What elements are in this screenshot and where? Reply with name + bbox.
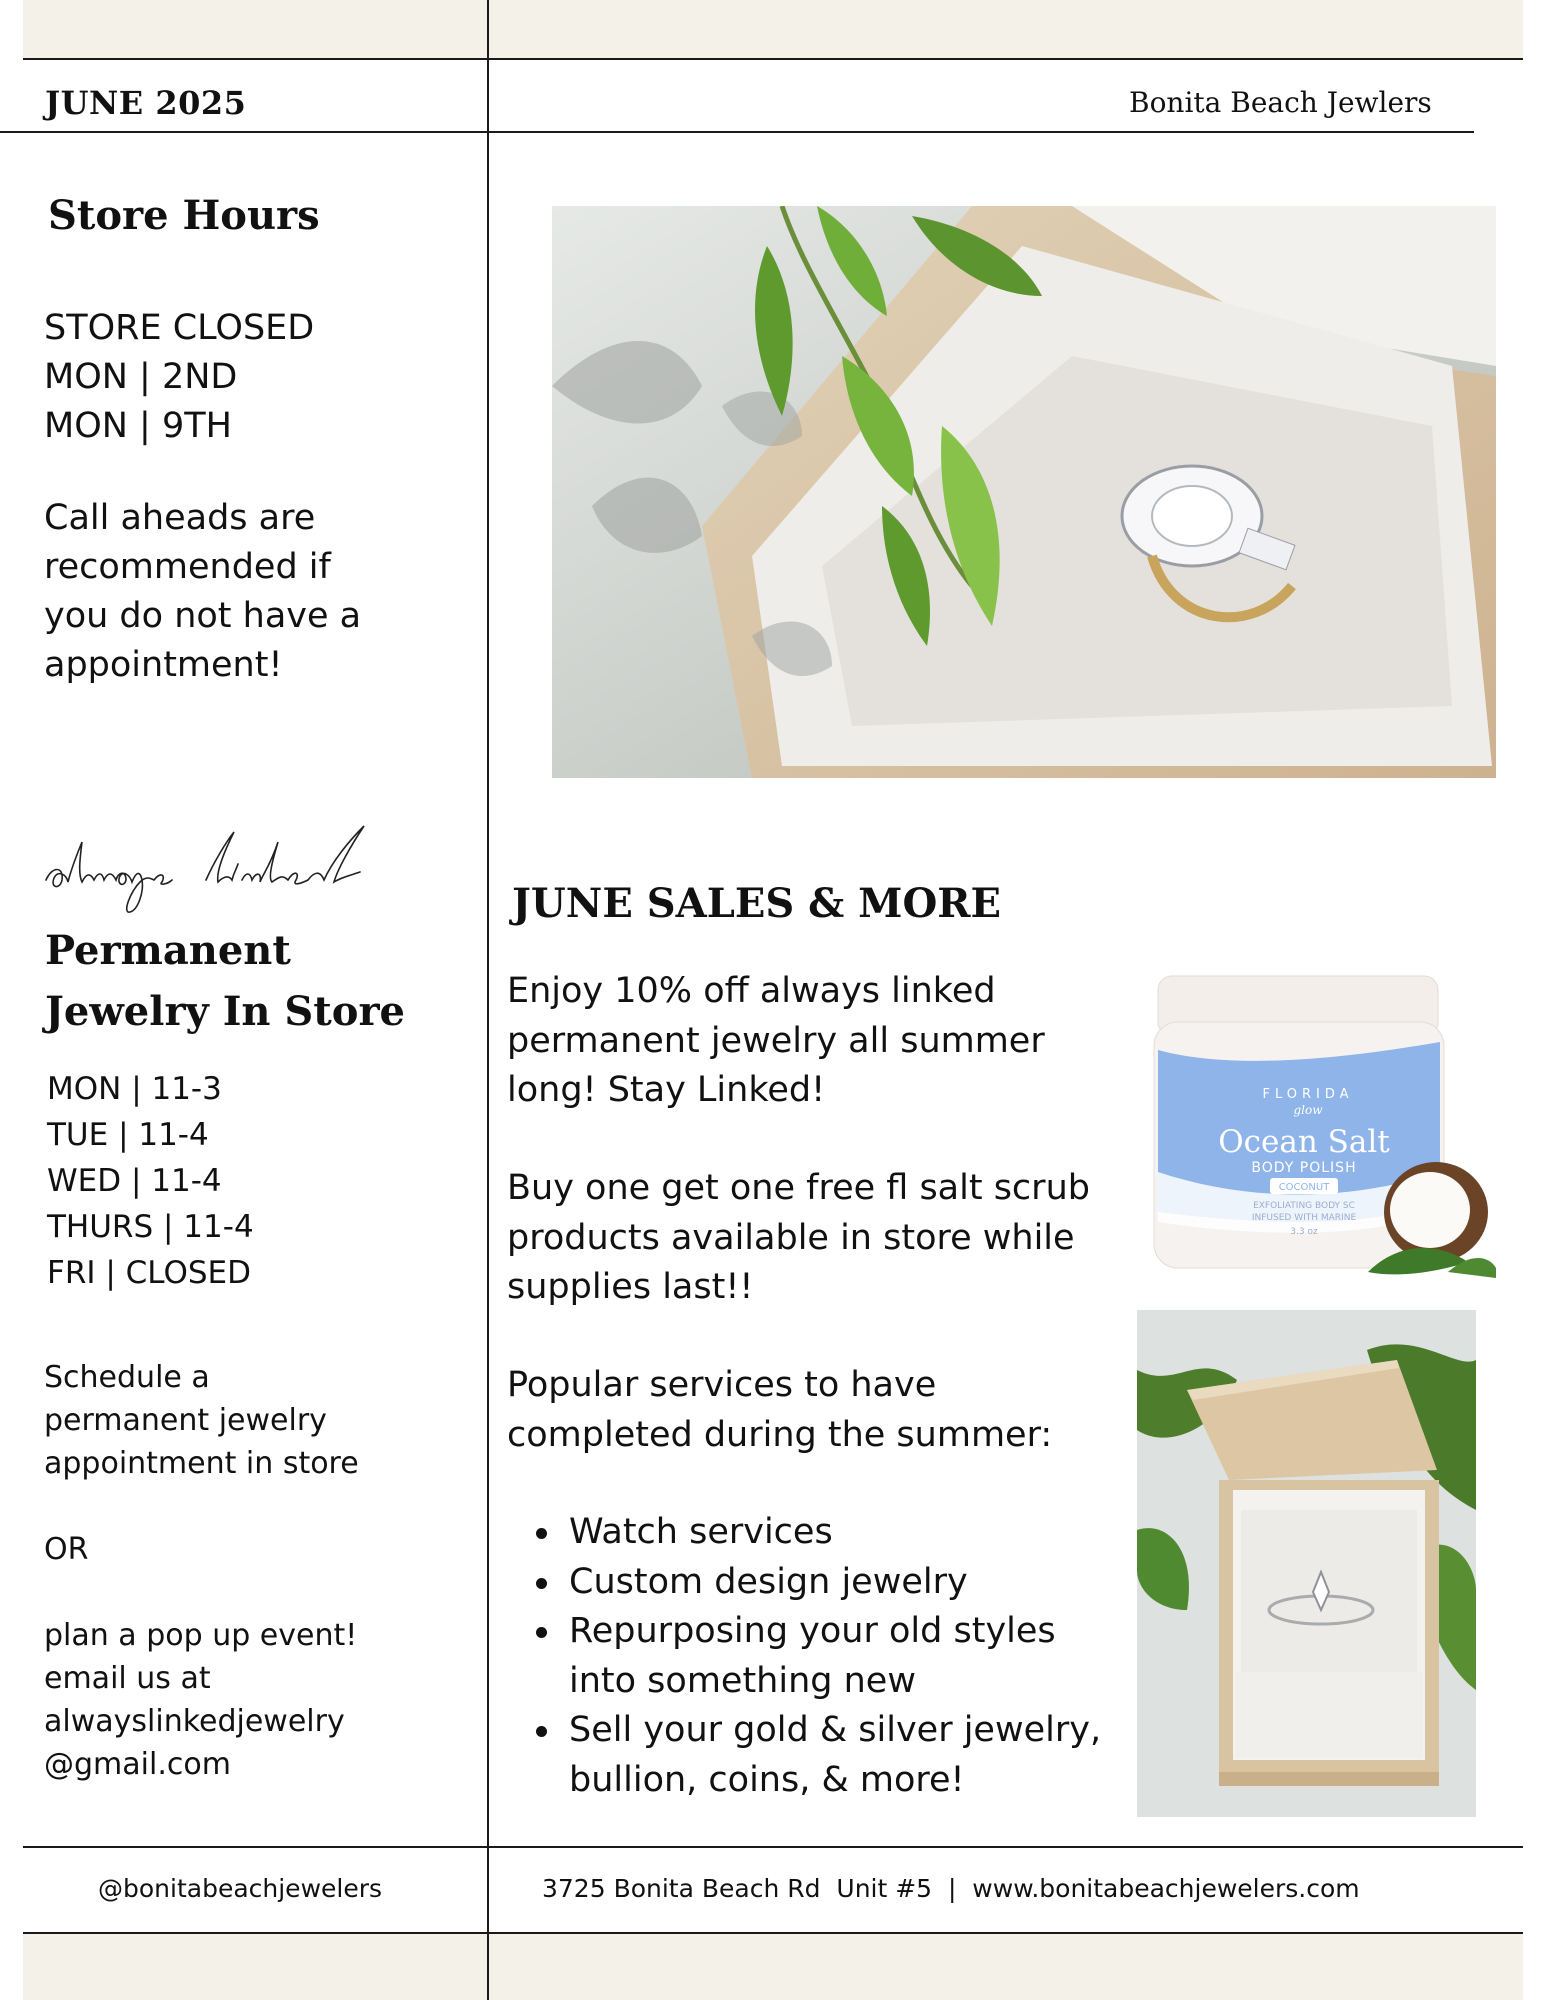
- paragraph-line: Enjoy 10% off always linked: [507, 971, 996, 1011]
- ocean-salt-jar-photo: [1118, 972, 1496, 1280]
- closed-line: MON | 9TH: [44, 406, 232, 446]
- sale-paragraph-2: [507, 1164, 1090, 1313]
- schedule-line: email us at: [44, 1661, 211, 1696]
- call-ahead-line: Call aheads are: [44, 498, 316, 538]
- paragraph-line: supplies last!!: [507, 1267, 754, 1307]
- paragraph-line: Popular services to have: [507, 1365, 937, 1405]
- service-item: [525, 1508, 1101, 1558]
- service-item: [525, 1558, 1101, 1608]
- bottom-band: [23, 1934, 1523, 2000]
- hours-row: THURS | 11-4: [47, 1209, 254, 1245]
- schedule-line: appointment in store: [44, 1446, 359, 1481]
- permanent-jewelry-title: [45, 920, 405, 1042]
- service-line: Watch services: [569, 1512, 833, 1552]
- service-item: [525, 1607, 1101, 1706]
- paragraph-line: long! Stay Linked!: [507, 1070, 826, 1110]
- paragraph-line: permanent jewelry all summer: [507, 1020, 1045, 1061]
- title-line: Jewelry In Store: [45, 988, 405, 1035]
- ring-photo: [552, 206, 1496, 778]
- footer-top-rule: [23, 1846, 1523, 1848]
- paragraph-line: completed during the summer:: [507, 1414, 1053, 1455]
- service-item: [525, 1706, 1101, 1805]
- svg-text:EXFOLIATING BODY SC: EXFOLIATING BODY SC: [1253, 1201, 1355, 1211]
- marquise-ring-photo: [1137, 1310, 1476, 1817]
- call-ahead-note: [44, 494, 361, 690]
- top-band: [23, 0, 1523, 60]
- hours-row: FRI | CLOSED: [47, 1255, 252, 1291]
- schedule-line: permanent jewelry: [44, 1403, 327, 1438]
- call-ahead-line: you do not have a: [44, 596, 362, 636]
- vertical-divider: [487, 0, 489, 2000]
- email-line[interactable]: alwayslinkedjewelry: [44, 1704, 345, 1739]
- schedule-line: plan a pop up event!: [44, 1618, 358, 1653]
- hours-row: TUE | 11-4: [47, 1117, 209, 1153]
- email-line[interactable]: @gmail.com: [44, 1747, 231, 1782]
- title-line: Permanent: [45, 927, 291, 974]
- hours-row: WED | 11-4: [47, 1163, 222, 1199]
- footer-bottom-rule: [23, 1932, 1523, 1934]
- store-hours-title: Store Hours: [48, 192, 320, 239]
- svg-text:FLORIDA: FLORIDA: [1262, 1087, 1354, 1102]
- svg-text:3.3 oz: 3.3 oz: [1290, 1227, 1318, 1237]
- store-closed-list: [44, 304, 314, 451]
- call-ahead-line: recommended if: [44, 547, 331, 587]
- sale-paragraph-1: [507, 967, 1045, 1116]
- svg-text:Ocean Salt: Ocean Salt: [1218, 1124, 1390, 1160]
- services-intro: [507, 1361, 1052, 1460]
- permanent-hours-list: [47, 1066, 254, 1296]
- service-line: Repurposing your old styles: [569, 1611, 1056, 1651]
- closed-line: STORE CLOSED: [44, 308, 315, 348]
- svg-text:glow: glow: [1293, 1103, 1323, 1117]
- service-line: bullion, coins, & more!: [569, 1759, 965, 1800]
- schedule-line: [44, 1485, 359, 1528]
- top-rule: [23, 58, 1523, 60]
- paragraph-line: products available in store while: [507, 1217, 1075, 1258]
- service-line: Sell your gold & silver jewelry,: [569, 1710, 1102, 1750]
- instagram-handle[interactable]: @bonitabeachjewelers: [98, 1874, 383, 1903]
- schedule-line: OR: [44, 1532, 89, 1567]
- brand-name: Bonita Beach Jewlers: [1129, 86, 1432, 119]
- svg-text:COCONUT: COCONUT: [1278, 1182, 1330, 1193]
- svg-text:BODY POLISH: BODY POLISH: [1251, 1160, 1357, 1176]
- svg-text:INFUSED WITH MARINE: INFUSED WITH MARINE: [1251, 1213, 1357, 1223]
- call-ahead-line: appointment!: [44, 645, 283, 685]
- service-line: Custom design jewelry: [569, 1561, 968, 1602]
- paragraph-line: Buy one get one free fl salt scrub: [507, 1168, 1090, 1208]
- services-list: [525, 1508, 1101, 1805]
- schedule-line: [44, 1571, 359, 1614]
- always-linked-script-logo: [38, 822, 408, 922]
- june-sales-title: JUNE SALES & MORE: [512, 880, 1002, 927]
- bullet-dot: [536, 1726, 547, 1737]
- address-and-website[interactable]: 3725 Bonita Beach Rd Unit #5 | www.bonitabeachjewelers.com: [542, 1874, 1360, 1903]
- closed-line: MON | 2ND: [44, 357, 238, 397]
- hours-row: MON | 11-3: [47, 1071, 222, 1107]
- bullet-dot: [536, 1528, 547, 1539]
- schedule-note: [44, 1356, 359, 1786]
- bullet-dot: [536, 1627, 547, 1638]
- schedule-line: Schedule a: [44, 1360, 210, 1395]
- header-rule: [0, 131, 1474, 133]
- issue-date: JUNE 2025: [45, 84, 247, 122]
- bullet-dot: [536, 1578, 547, 1589]
- service-line: into something new: [569, 1660, 916, 1701]
